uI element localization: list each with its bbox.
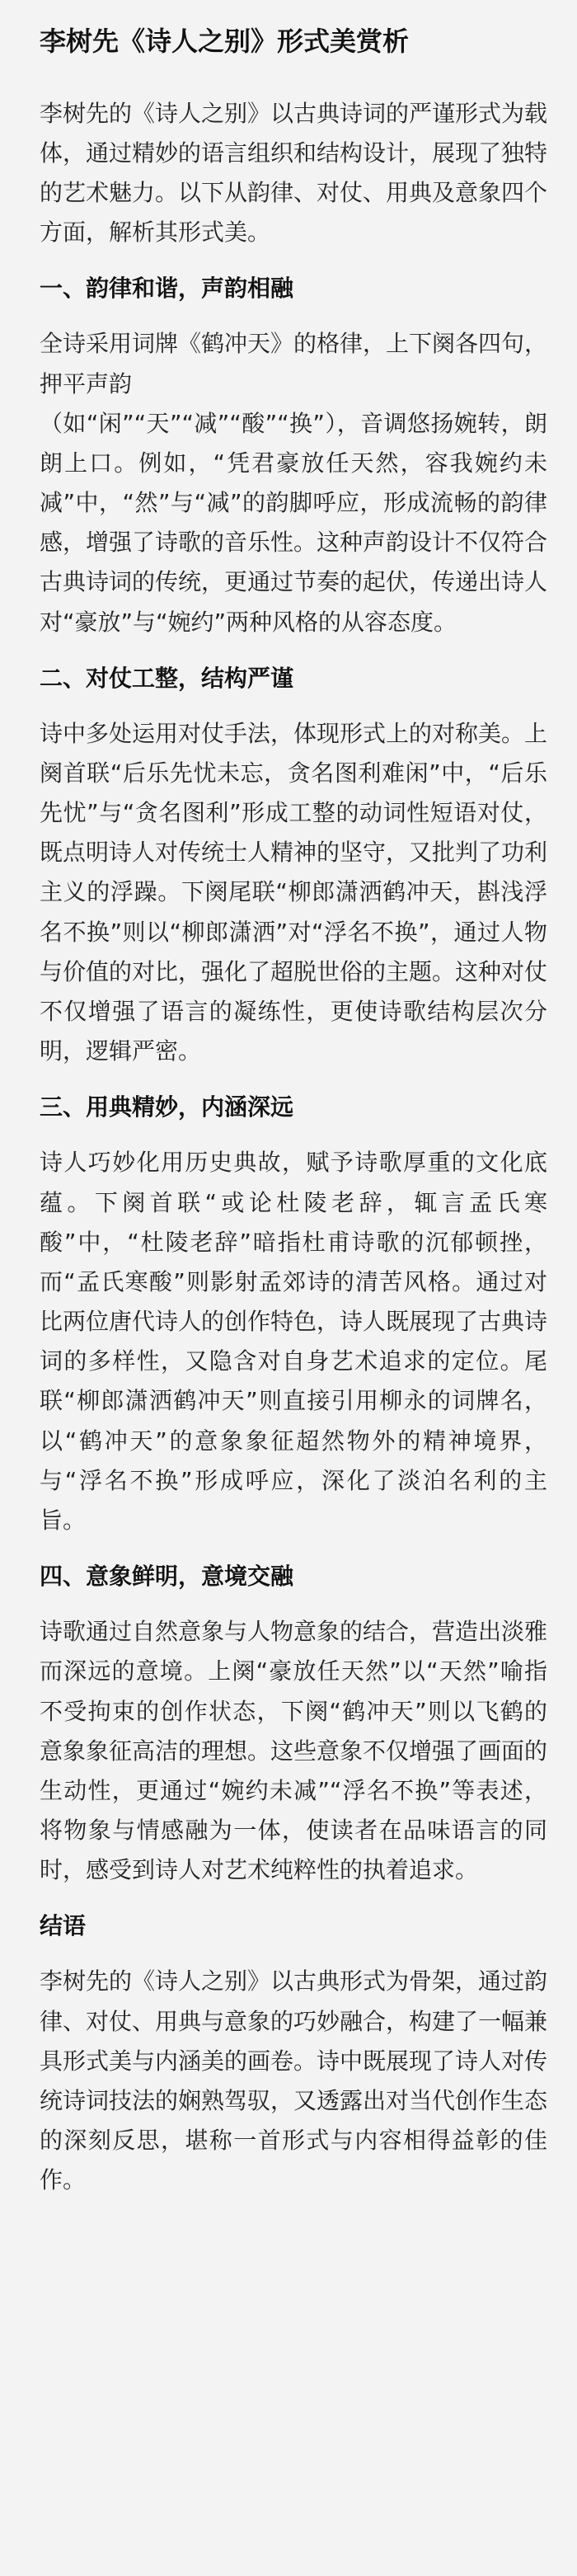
section-conclusion [40, 1910, 547, 2200]
section-heading: 二、对仗工整，结构严谨 [40, 664, 294, 692]
section-imagery [40, 1560, 547, 1890]
section-allusion [40, 1091, 547, 1540]
article-title: 李树先《诗人之别》形式美赏析 [40, 26, 410, 57]
section-paragraph: 诗人巧妙化用历史典故，赋予诗歌厚重的文化底蕴。下阕首联“或论杜陵老辞，辄言孟氏寒酸”中，“杜陵老辞”暗指杜甫诗歌的沉郁顿挫，而“孟氏寒酸”则影射孟郊诗的清苦风格。通过对比两位唐代诗人的创作特色，诗人既展现了古典诗词的多样性，又隐含对自身艺术追求的定位。尾联“柳郎潇洒鹤冲天”则直接引用柳永的词牌名，以“鹤冲天”的意象象征超然物外的精神境界，与“浮名不换”形成呼应，深化了淡泊名利的主旨。 [40, 1149, 548, 1534]
section-paragraph: 诗中多处运用对仗手法，体现形式上的对称美。上阕首联“后乐先忧未忘，贪名图利难闲”中，“后乐先忧”与“贪名图利”形成工整的动词性短语对仗，既点明诗人对传统士人精神的坚守，又批判了功利主义的浮躁。下阕尾联“柳郎潇洒鹤冲天，斟浅浮名不换”则以“柳郎潇洒”对“浮名不换”，通过人物与价值的对比，强化了超脱世俗的主题。这种对仗不仅增强了语言的凝练性，更使诗歌结构层次分明，逻辑严密。 [40, 719, 548, 1065]
section-heading: 一、韵律和谐，声韵相融 [40, 275, 294, 303]
section-heading: 结语 [40, 1912, 87, 1940]
intro-paragraph: 李树先的《诗人之别》以古典诗词的严谨形式为载体，通过精妙的语言组织和结构设计，展现了独特的艺术魅力。以下从韵律、对仗、用典及意象四个方面，解析其形式美。 [40, 99, 548, 247]
section-paragraph: （如“闲”“天”“减”“酸”“换”），音调悠扬婉转，朗朗上口。例如，“凭君豪放任天然，容我婉约未减”中，“然”与“减”的韵脚呼应，形成流畅的韵律感，增强了诗歌的音乐性。这种声韵设计不仅符合古典诗词的传统，更通过节奏的起伏，传递出诗人对“豪放”与“婉约”两种风格的从容态度。 [40, 409, 548, 636]
section-paragraph: 诗歌通过自然意象与人物意象的结合，营造出淡雅而深远的意境。上阕“豪放任天然”以“天然”喻指不受拘束的创作状态，下阕“鹤冲天”则以飞鹤的意象象征高洁的理想。这些意象不仅增强了画面的生动性，更通过“婉约未减”“浮名不换”等表述，将物象与情感融为一体，使读者在品味语言的同时，感受到诗人对艺术纯粹性的执着追求。 [40, 1618, 548, 1884]
section-paragraph: 李树先的《诗人之别》以古典形式为骨架，通过韵律、对仗、用典与意象的巧妙融合，构建了一幅兼具形式美与内涵美的画卷。诗中既展现了诗人对传统诗词技法的娴熟驾驭，又透露出对当代创作生态的深刻反思，堪称一首形式与内容相得益彰的佳作。 [40, 1967, 548, 2194]
section-heading: 三、用典精妙，内涵深远 [40, 1093, 294, 1121]
section-rhythm [40, 272, 547, 642]
section-paragraph: 全诗采用词牌《鹤冲天》的格律，上下阕各四句，押平声韵 [40, 330, 548, 397]
section-heading: 四、意象鲜明，意境交融 [40, 1563, 294, 1590]
section-antithesis [40, 662, 547, 1072]
